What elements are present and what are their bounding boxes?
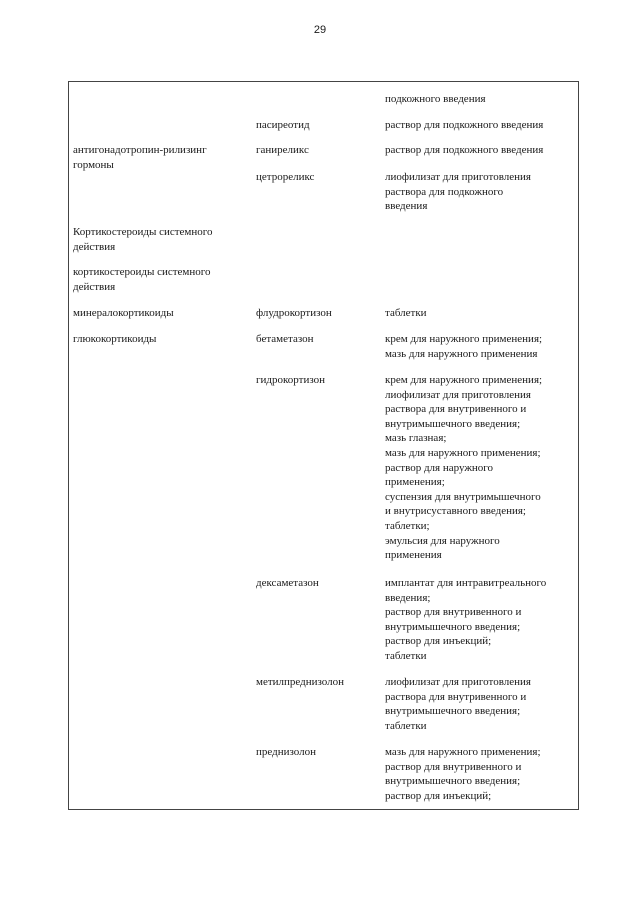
dosage-forms: подкожного введения xyxy=(385,93,486,105)
drug-name: гидрокортизон xyxy=(256,374,325,386)
drug-name: преднизолон xyxy=(256,746,317,758)
drug-name: бетаметазон xyxy=(256,333,314,345)
drug-group: минералокортикоиды xyxy=(73,307,174,319)
drug-name: ганиреликс xyxy=(256,144,309,156)
dosage-forms: крем для наружного применения; лиофилизат для приготовления раствора для внутривенного и внутримышечного введения; мазь глазная; мазь для наружного применения; раствор для наружного применения; суспензия для внутримышечного и внутрисуставного введения; таблетки; эмульсия для наружного применения xyxy=(385,374,543,562)
drug-group: антигонадотропин-рилизинг гормоны xyxy=(73,144,207,171)
drug-table xyxy=(68,81,579,810)
dosage-forms: раствор для подкожного введения xyxy=(385,119,544,131)
dosage-forms: таблетки xyxy=(385,307,427,319)
dosage-forms: раствор для подкожного введения xyxy=(385,144,544,156)
drug-name: цетрореликс xyxy=(256,171,315,183)
dosage-forms: мазь для наружного применения; раствор для внутривенного и внутримышечного введения; раствор для инъекций; xyxy=(385,746,541,802)
page-number: 29 xyxy=(313,24,327,36)
drug-group: кортикостероиды системного действия xyxy=(73,266,211,293)
drug-name: метилпреднизолон xyxy=(256,676,345,688)
dosage-forms: лиофилизат для приготовления раствора для внутривенного и внутримышечного введения; таблетки xyxy=(385,676,531,732)
drug-name: дексаметазон xyxy=(256,577,319,589)
drug-name: пасиреотид xyxy=(256,119,310,131)
drug-name: флудрокортизон xyxy=(256,307,332,319)
dosage-forms: имплантат для интравитреального введения; раствор для внутривенного и внутримышечного введения; раствор для инъекций; таблетки xyxy=(385,577,547,662)
drug-group: глюкокортикоиды xyxy=(73,333,157,345)
dosage-forms: лиофилизат для приготовления раствора для подкожного введения xyxy=(385,171,531,213)
dosage-forms: крем для наружного применения; мазь для наружного применения xyxy=(385,333,543,360)
drug-group: Кортикостероиды системного действия xyxy=(73,226,213,253)
